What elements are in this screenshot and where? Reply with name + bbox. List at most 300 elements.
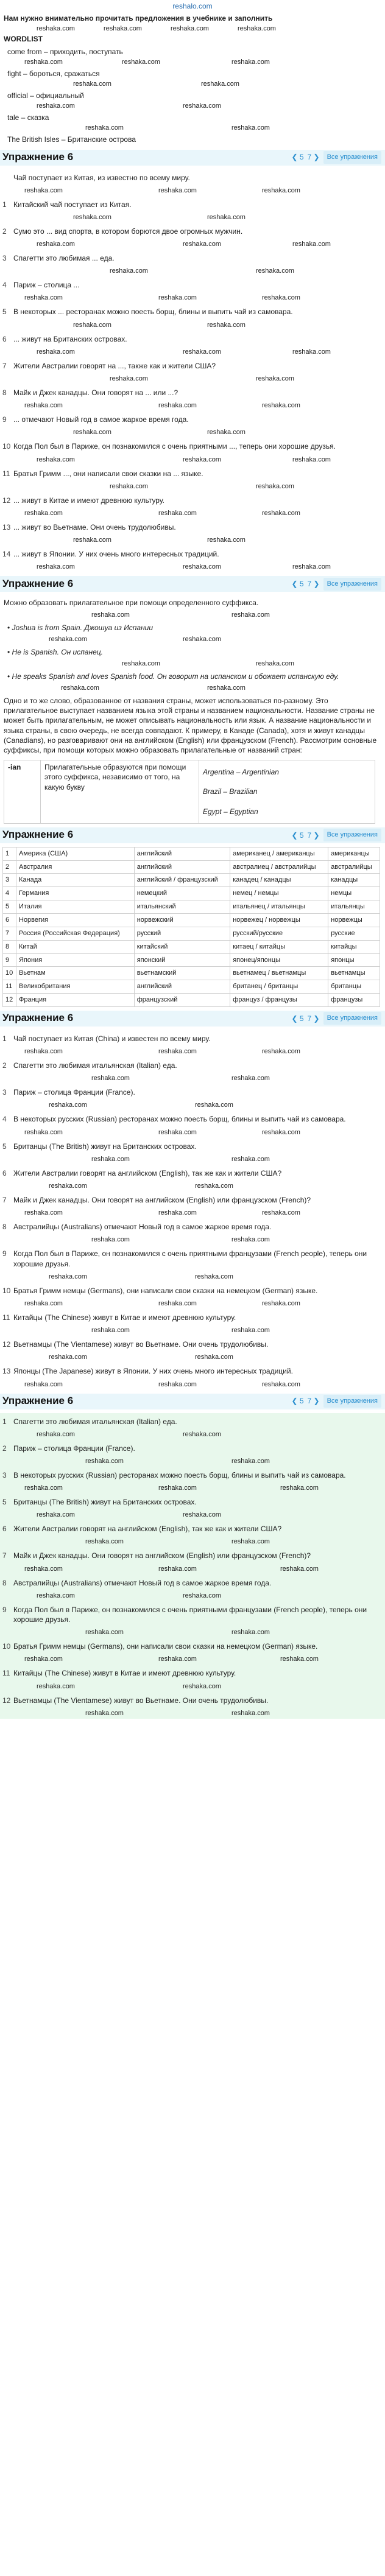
table-cell: Великобритания bbox=[16, 980, 135, 994]
list-item bbox=[0, 1282, 385, 1299]
table-cell: немцы bbox=[328, 887, 380, 900]
table-row bbox=[3, 980, 380, 994]
watermark: reshaka.com bbox=[292, 455, 331, 463]
watermark-row bbox=[0, 1182, 385, 1191]
item-text: Братья Гримм ..., они написали свои сказки на ... языке. bbox=[13, 469, 203, 478]
item-text: Японцы (The Japanese) живут в Японии. У них очень много интересных традиций. bbox=[13, 1367, 293, 1376]
list-item bbox=[0, 196, 385, 213]
item-number: 12 bbox=[2, 1340, 11, 1349]
list-item bbox=[0, 1547, 385, 1564]
list-item bbox=[0, 1309, 385, 1326]
suffix-example: Argentina – Argentinian bbox=[203, 768, 279, 777]
watermark: reshaka.com bbox=[256, 482, 294, 490]
task-list bbox=[0, 169, 385, 573]
watermark: reshaka.com bbox=[262, 509, 300, 517]
item-text: Майк и Джек канадцы. Они говорят на английском (English) или французском (French)? bbox=[13, 1196, 311, 1204]
watermark: reshaka.com bbox=[201, 80, 239, 88]
watermark: reshaka.com bbox=[37, 1511, 75, 1519]
item-text: ... живут в Японии. У них очень много интересных традиций. bbox=[13, 550, 219, 559]
watermark: reshaka.com bbox=[262, 1048, 300, 1056]
table-cell: 7 bbox=[3, 927, 16, 940]
list-item bbox=[0, 492, 385, 509]
watermark: reshaka.com bbox=[280, 1655, 319, 1663]
table-row bbox=[3, 994, 380, 1007]
item-text: Британцы (The British) живут на Британских островах. bbox=[13, 1498, 197, 1507]
table-cell: 1 bbox=[3, 847, 16, 860]
watermark: reshaka.com bbox=[183, 240, 221, 248]
watermark: reshaka.com bbox=[24, 509, 63, 517]
watermark: reshaka.com bbox=[24, 1299, 63, 1307]
item-text: Вьетнамцы (The Vientamese) живут во Вьетнаме. Они очень трудолюбивы. bbox=[13, 1696, 269, 1705]
item-number: 7 bbox=[2, 361, 7, 370]
item-number: 9 bbox=[2, 1605, 7, 1614]
item-text: Чай поступает из Китая (China) и известен по всему миру. bbox=[13, 1034, 211, 1043]
item-number: 3 bbox=[2, 1088, 7, 1097]
item-number: 3 bbox=[2, 254, 7, 263]
prev-exercise-button[interactable]: ❮ 5 bbox=[291, 580, 304, 589]
wordlist-item: The British Isles – Британские острова bbox=[7, 135, 136, 144]
list-item bbox=[0, 1363, 385, 1380]
watermark: reshaka.com bbox=[158, 1380, 197, 1388]
watermark-row bbox=[0, 186, 385, 196]
item-number: 1 bbox=[2, 1034, 7, 1043]
item-number: 13 bbox=[2, 1367, 11, 1376]
table-cell: японцы bbox=[328, 953, 380, 967]
exercise-nav bbox=[291, 578, 385, 591]
watermark: reshaka.com bbox=[262, 186, 300, 194]
prev-exercise-button[interactable]: ❮ 5 bbox=[291, 1397, 304, 1406]
list-item bbox=[0, 223, 385, 240]
table-cell: Япония bbox=[16, 953, 135, 967]
watermark: reshaka.com bbox=[231, 1327, 270, 1335]
intro-text: Нам нужно внимательно прочитать предложения в учебнике и заполнить bbox=[4, 14, 273, 23]
item-text: Сумо это ... вид спорта, в котором борются двое огромных мужчин. bbox=[13, 226, 243, 236]
exercise-title: Упражнение 6 bbox=[2, 1395, 74, 1407]
table-row bbox=[3, 847, 380, 860]
list-item bbox=[0, 1111, 385, 1128]
watermark: reshaka.com bbox=[73, 321, 111, 329]
table-cell: итальянец / итальянцы bbox=[230, 900, 328, 914]
table-cell: Австралия bbox=[16, 860, 135, 874]
table-row bbox=[3, 874, 380, 887]
exercise-title: Упражнение 6 bbox=[2, 577, 74, 589]
suffix-table bbox=[4, 760, 375, 824]
table-row bbox=[3, 953, 380, 967]
watermark: reshaka.com bbox=[238, 25, 276, 33]
watermark: reshaka.com bbox=[231, 1236, 270, 1244]
item-number: 10 bbox=[2, 442, 11, 451]
all-exercises-button[interactable]: Все упражнения bbox=[323, 1012, 381, 1025]
table-cell: английский / французский bbox=[134, 874, 230, 887]
watermark-row bbox=[0, 1326, 385, 1336]
watermark: reshaka.com bbox=[183, 1511, 221, 1519]
item-number: 11 bbox=[2, 469, 10, 478]
table-cell: вьетнамец / вьетнамцы bbox=[230, 967, 328, 980]
wordlist-item: come from – приходить, поступать bbox=[7, 47, 123, 56]
watermark: reshaka.com bbox=[91, 1155, 130, 1163]
list-item bbox=[0, 384, 385, 401]
item-number: 8 bbox=[2, 1223, 7, 1232]
next-exercise-button[interactable]: 7 ❯ bbox=[307, 830, 320, 840]
watermark: reshaka.com bbox=[61, 684, 99, 692]
watermark: reshaka.com bbox=[24, 186, 63, 194]
table-cell: Норвегия bbox=[16, 913, 135, 927]
watermark: reshaka.com bbox=[24, 1655, 63, 1663]
table-cell: 6 bbox=[3, 913, 16, 927]
list-item bbox=[0, 1493, 385, 1511]
item-text: ... живут в Китае и имеют древнюю культуру. bbox=[13, 496, 164, 505]
watermark: reshaka.com bbox=[158, 1128, 197, 1136]
item-text: Британцы (The British) живут на Британских островах. bbox=[13, 1142, 197, 1151]
watermark-row bbox=[0, 1155, 385, 1165]
table-cell: канадец / канадцы bbox=[230, 874, 328, 887]
watermark: reshaka.com bbox=[262, 1380, 300, 1388]
prev-exercise-button[interactable]: ❮ 5 bbox=[291, 1014, 304, 1023]
countries-table bbox=[2, 847, 380, 1007]
list-item bbox=[0, 303, 385, 320]
answer-list-highlighted bbox=[0, 1413, 385, 1719]
table-cell: немец / немцы bbox=[230, 887, 328, 900]
prev-exercise-button[interactable]: ❮ 5 bbox=[291, 153, 304, 162]
watermark: reshaka.com bbox=[262, 402, 300, 410]
watermark: reshaka.com bbox=[183, 1592, 221, 1599]
table-cell: русские bbox=[328, 927, 380, 940]
table-row bbox=[3, 913, 380, 927]
list-item bbox=[0, 438, 385, 455]
watermark-row bbox=[0, 401, 385, 411]
watermark-row bbox=[0, 1592, 385, 1601]
watermark-row bbox=[0, 1511, 385, 1520]
exercise-title: Упражнение 6 bbox=[2, 1012, 74, 1024]
item-text: В некоторых русских (Russian) ресторанах можно поесть борщ, блины и выпить чай из самовара. bbox=[13, 1470, 346, 1479]
watermark: reshaka.com bbox=[231, 124, 270, 132]
watermark: reshaka.com bbox=[49, 1272, 87, 1280]
watermark: reshaka.com bbox=[231, 1155, 270, 1163]
exercise-header bbox=[0, 1394, 385, 1409]
watermark-row bbox=[0, 1209, 385, 1218]
watermark-row bbox=[0, 1235, 385, 1245]
watermark: reshaka.com bbox=[183, 1430, 221, 1438]
table-cell: русский bbox=[134, 927, 230, 940]
list-item bbox=[0, 411, 385, 428]
all-exercises-button[interactable]: Все упражнения bbox=[323, 151, 381, 164]
next-exercise-button[interactable]: 7 ❯ bbox=[307, 1014, 320, 1023]
list-item bbox=[0, 1218, 385, 1235]
item-text: Китайцы (The Chinese) живут в Китае и имеют древнюю культуру. bbox=[13, 1669, 236, 1678]
item-number: 13 bbox=[2, 522, 11, 532]
item-number: 5 bbox=[2, 1498, 7, 1507]
watermark: reshaka.com bbox=[231, 1457, 270, 1465]
list-item bbox=[0, 519, 385, 536]
list-item bbox=[0, 1057, 385, 1074]
watermark: reshaka.com bbox=[183, 563, 221, 571]
watermark: reshaka.com bbox=[195, 1182, 233, 1190]
table-cell: французы bbox=[328, 994, 380, 1007]
table-cell: 12 bbox=[3, 994, 16, 1007]
watermark: reshaka.com bbox=[207, 536, 245, 544]
item-number: 10 bbox=[2, 1642, 11, 1651]
watermark: reshaka.com bbox=[183, 102, 221, 110]
exercise-title: Упражнение 6 bbox=[2, 151, 74, 163]
watermark-row bbox=[0, 1128, 385, 1138]
item-number: 2 bbox=[2, 1061, 7, 1070]
watermark: reshaka.com bbox=[37, 1430, 75, 1438]
table-cell: 2 bbox=[3, 860, 16, 874]
watermark: reshaka.com bbox=[158, 1299, 197, 1307]
list-item bbox=[0, 546, 385, 563]
watermark: reshaka.com bbox=[292, 348, 331, 356]
watermark-row bbox=[0, 1353, 385, 1363]
watermark: reshaka.com bbox=[85, 1629, 124, 1637]
item-text: Братья Гримм немцы (Germans), они написали свои сказки на немецком (German) языке. bbox=[13, 1286, 318, 1295]
watermark-row bbox=[0, 1484, 385, 1493]
watermark: reshaka.com bbox=[91, 611, 130, 619]
list-item bbox=[0, 169, 385, 186]
list-item bbox=[0, 357, 385, 374]
table-cell: американец / американцы bbox=[230, 847, 328, 860]
item-number: 2 bbox=[2, 1444, 7, 1453]
item-text: ... живут на Британских островах. bbox=[13, 334, 127, 343]
table-cell: 11 bbox=[3, 980, 16, 994]
theory-section bbox=[0, 595, 385, 823]
table-row bbox=[3, 967, 380, 980]
table-cell: француз / французы bbox=[230, 994, 328, 1007]
watermark: reshaka.com bbox=[85, 1538, 124, 1546]
watermark-row bbox=[0, 1655, 385, 1665]
watermark-row bbox=[0, 1272, 385, 1282]
table-cell: 10 bbox=[3, 967, 16, 980]
item-text: Китайцы (The Chinese) живут в Китае и имеют древнюю культуру. bbox=[13, 1313, 236, 1322]
item-text: Париж – столица ... bbox=[13, 281, 80, 290]
wordlist-item: tale – сказка bbox=[7, 113, 49, 122]
table-cell: итальянский bbox=[134, 900, 230, 914]
watermark: reshaka.com bbox=[183, 455, 221, 463]
watermark: reshaka.com bbox=[256, 659, 294, 667]
watermark: reshaka.com bbox=[73, 429, 111, 437]
watermark: reshaka.com bbox=[231, 1538, 270, 1546]
item-number: 5 bbox=[2, 307, 7, 317]
table-cell: британец / британцы bbox=[230, 980, 328, 994]
next-exercise-button[interactable]: 7 ❯ bbox=[307, 580, 320, 589]
item-number: 6 bbox=[2, 1525, 7, 1534]
item-text: Майк и Джек канадцы. Они говорят на английском (English) или французском (French)? bbox=[13, 1551, 311, 1560]
watermark: reshaka.com bbox=[231, 611, 270, 619]
watermark: reshaka.com bbox=[183, 1682, 221, 1690]
list-item bbox=[0, 1165, 385, 1182]
item-number: 4 bbox=[2, 281, 7, 290]
watermark: reshaka.com bbox=[158, 1209, 197, 1217]
watermark: reshaka.com bbox=[85, 1709, 124, 1717]
watermark: reshaka.com bbox=[24, 1209, 63, 1217]
all-exercises-button[interactable]: Все упражнения bbox=[323, 578, 381, 591]
exercise-header bbox=[0, 1011, 385, 1027]
table-cell: японский bbox=[134, 953, 230, 967]
watermark: reshaka.com bbox=[37, 1682, 75, 1690]
table-cell: французский bbox=[134, 994, 230, 1007]
table-cell: 5 bbox=[3, 900, 16, 914]
watermark: reshaka.com bbox=[158, 402, 197, 410]
all-exercises-button[interactable]: Все упражнения bbox=[323, 1395, 381, 1408]
watermark: reshaka.com bbox=[49, 1101, 87, 1109]
watermark: reshaka.com bbox=[37, 102, 75, 110]
table-cell: 3 bbox=[3, 874, 16, 887]
item-text: ... отмечают Новый год в самое жаркое время года. bbox=[13, 415, 189, 424]
watermark: reshaka.com bbox=[158, 509, 197, 517]
watermark: reshaka.com bbox=[24, 402, 63, 410]
watermark: reshaka.com bbox=[158, 1565, 197, 1573]
watermark-row bbox=[0, 1074, 385, 1084]
watermark: reshaka.com bbox=[280, 1565, 319, 1573]
watermark: reshaka.com bbox=[37, 240, 75, 248]
table-row bbox=[3, 900, 380, 914]
watermark: reshaka.com bbox=[158, 1048, 197, 1056]
table-cell: норвежец / норвежцы bbox=[230, 913, 328, 927]
watermark: reshaka.com bbox=[231, 1709, 270, 1717]
item-number: 9 bbox=[2, 415, 7, 424]
watermark: reshaka.com bbox=[183, 635, 221, 643]
watermark: reshaka.com bbox=[231, 1075, 270, 1083]
watermark-row bbox=[0, 1457, 385, 1467]
list-item bbox=[0, 331, 385, 348]
table-cell: Франция bbox=[16, 994, 135, 1007]
all-exercises-button[interactable]: Все упражнения bbox=[323, 829, 381, 841]
item-text: Австралийцы (Australians) отмечают Новый год в самое жаркое время года. bbox=[13, 1578, 272, 1587]
exercise-nav bbox=[291, 1012, 385, 1025]
list-item bbox=[0, 465, 385, 482]
watermark: reshaka.com bbox=[49, 635, 87, 643]
list-item bbox=[0, 1665, 385, 1682]
item-text: Жители Австралии говорят на английском (English), так же как и жители США? bbox=[13, 1168, 282, 1177]
table-cell: итальянцы bbox=[328, 900, 380, 914]
watermark-row bbox=[0, 348, 385, 357]
item-text: Спагетти это любимая ... еда. bbox=[13, 254, 115, 263]
list-item bbox=[0, 1336, 385, 1353]
watermark: reshaka.com bbox=[195, 1101, 233, 1109]
watermark: reshaka.com bbox=[158, 1484, 197, 1492]
table-cell: Россия (Российская Федерация) bbox=[16, 927, 135, 940]
watermark-row bbox=[0, 1299, 385, 1309]
item-text: ... живут во Вьетнаме. Они очень трудолюбивы. bbox=[13, 522, 176, 532]
table-row bbox=[3, 940, 380, 953]
list-item bbox=[0, 1138, 385, 1155]
watermark: reshaka.com bbox=[262, 294, 300, 302]
item-text: Вьетнамцы (The Vientamese) живут во Вьетнаме. Они очень трудолюбивы. bbox=[13, 1340, 269, 1349]
table-row bbox=[3, 927, 380, 940]
item-text: Братья Гримм немцы (Germans), они написали свои сказки на немецком (German) языке. bbox=[13, 1642, 318, 1651]
watermark-row bbox=[0, 1047, 385, 1057]
theory-paragraph: Одно и то же слово, образованное от названия страны, может использоваться по-разному. Это прилагательное выступает названием языка этой страны и названием национальности. Название страны не может быть прилагательным, не может описывать национальность или язык. А название национальности и языка страны, в свою очередь, не всегда совпадают. К примеру, в Канаде (Canada), хотя и живут канадцы (Canadians), но разговаривают они на английском (English) или французском (French). Рассмотрим основные суффиксы, при помощи которых можно образовать прилагательные от названий стран: bbox=[4, 697, 377, 754]
table-cell: американцы bbox=[328, 847, 380, 860]
watermark-row bbox=[0, 267, 385, 276]
watermark: reshaka.com bbox=[49, 1353, 87, 1361]
suffix-cell: -ian bbox=[4, 760, 41, 824]
watermark-row bbox=[0, 563, 385, 572]
table-cell: Вьетнам bbox=[16, 967, 135, 980]
watermark: reshaka.com bbox=[37, 348, 75, 356]
watermark-row bbox=[0, 1380, 385, 1390]
prev-exercise-button[interactable]: ❮ 5 bbox=[291, 830, 304, 840]
item-number: 6 bbox=[2, 1168, 7, 1177]
watermark: reshaka.com bbox=[91, 1236, 130, 1244]
item-number: 9 bbox=[2, 1249, 7, 1258]
watermark: reshaka.com bbox=[207, 213, 245, 221]
table-cell: русский/русские bbox=[230, 927, 328, 940]
list-item bbox=[0, 1245, 385, 1272]
table-cell: 8 bbox=[3, 940, 16, 953]
watermark-row bbox=[0, 1682, 385, 1692]
suffix-description: Прилагательные образуются при помощи этого суффикса, независимо от того, на какую букву bbox=[41, 760, 199, 824]
example-bullet: • He is Spanish. Он испанец. bbox=[0, 645, 385, 659]
item-number bbox=[2, 173, 13, 183]
watermark: reshaka.com bbox=[37, 563, 75, 571]
item-text: В некоторых русских (Russian) ресторанах можно поесть борщ, блины и выпить чай из самовара. bbox=[13, 1115, 346, 1124]
exercise-nav bbox=[291, 829, 385, 841]
item-number: 1 bbox=[2, 1417, 7, 1426]
watermark: reshaka.com bbox=[24, 58, 63, 66]
table-cell: британцы bbox=[328, 980, 380, 994]
item-number: 2 bbox=[2, 226, 7, 236]
table-cell: 9 bbox=[3, 953, 16, 967]
table-cell: английский bbox=[134, 980, 230, 994]
item-number: 8 bbox=[2, 1578, 7, 1587]
item-number: 7 bbox=[2, 1551, 7, 1560]
list-item bbox=[0, 1030, 385, 1047]
table-cell: Китай bbox=[16, 940, 135, 953]
wordlist-title: WORDLIST bbox=[4, 35, 43, 44]
watermark: reshaka.com bbox=[91, 1075, 130, 1083]
list-item bbox=[0, 1440, 385, 1457]
table-cell: Италия bbox=[16, 900, 135, 914]
list-item bbox=[0, 1467, 385, 1484]
watermark: reshaka.com bbox=[207, 684, 245, 692]
next-exercise-button[interactable]: 7 ❯ bbox=[307, 1397, 320, 1406]
table-cell: норвежский bbox=[134, 913, 230, 927]
watermark: reshaka.com bbox=[231, 58, 270, 66]
table-cell: норвежцы bbox=[328, 913, 380, 927]
watermark: reshaka.com bbox=[24, 294, 63, 302]
exercise-nav bbox=[291, 1395, 385, 1408]
watermark: reshaka.com bbox=[195, 1272, 233, 1280]
item-number: 14 bbox=[2, 550, 11, 559]
item-number: 4 bbox=[2, 1115, 7, 1124]
table-row bbox=[3, 887, 380, 900]
table-cell: японец/японцы bbox=[230, 953, 328, 967]
watermark: reshaka.com bbox=[110, 482, 148, 490]
item-number: 8 bbox=[2, 388, 7, 397]
exercise-header bbox=[0, 576, 385, 592]
watermark-row bbox=[0, 1565, 385, 1574]
item-text: Когда Пол был в Париже, он познакомился с очень приятными французами (French people), теперь они хорошие друзья. bbox=[13, 1605, 367, 1624]
watermark: reshaka.com bbox=[24, 1380, 63, 1388]
watermark: reshaka.com bbox=[262, 1128, 300, 1136]
watermark: reshaka.com bbox=[183, 348, 221, 356]
list-item bbox=[0, 1638, 385, 1655]
next-exercise-button[interactable]: 7 ❯ bbox=[307, 153, 320, 162]
watermark-row bbox=[0, 374, 385, 384]
list-item bbox=[0, 1191, 385, 1209]
site-logo[interactable]: reshalo.com bbox=[172, 2, 213, 10]
answer-list bbox=[0, 1030, 385, 1390]
watermark: reshaka.com bbox=[292, 240, 331, 248]
watermark: reshaka.com bbox=[158, 294, 197, 302]
watermark-row bbox=[0, 455, 385, 465]
item-text: Австралийцы (Australians) отмечают Новый год в самое жаркое время года. bbox=[13, 1223, 272, 1232]
watermark: reshaka.com bbox=[207, 429, 245, 437]
watermark: reshaka.com bbox=[85, 124, 124, 132]
watermark-row bbox=[0, 482, 385, 492]
watermark: reshaka.com bbox=[73, 80, 111, 88]
watermark-row bbox=[0, 509, 385, 519]
